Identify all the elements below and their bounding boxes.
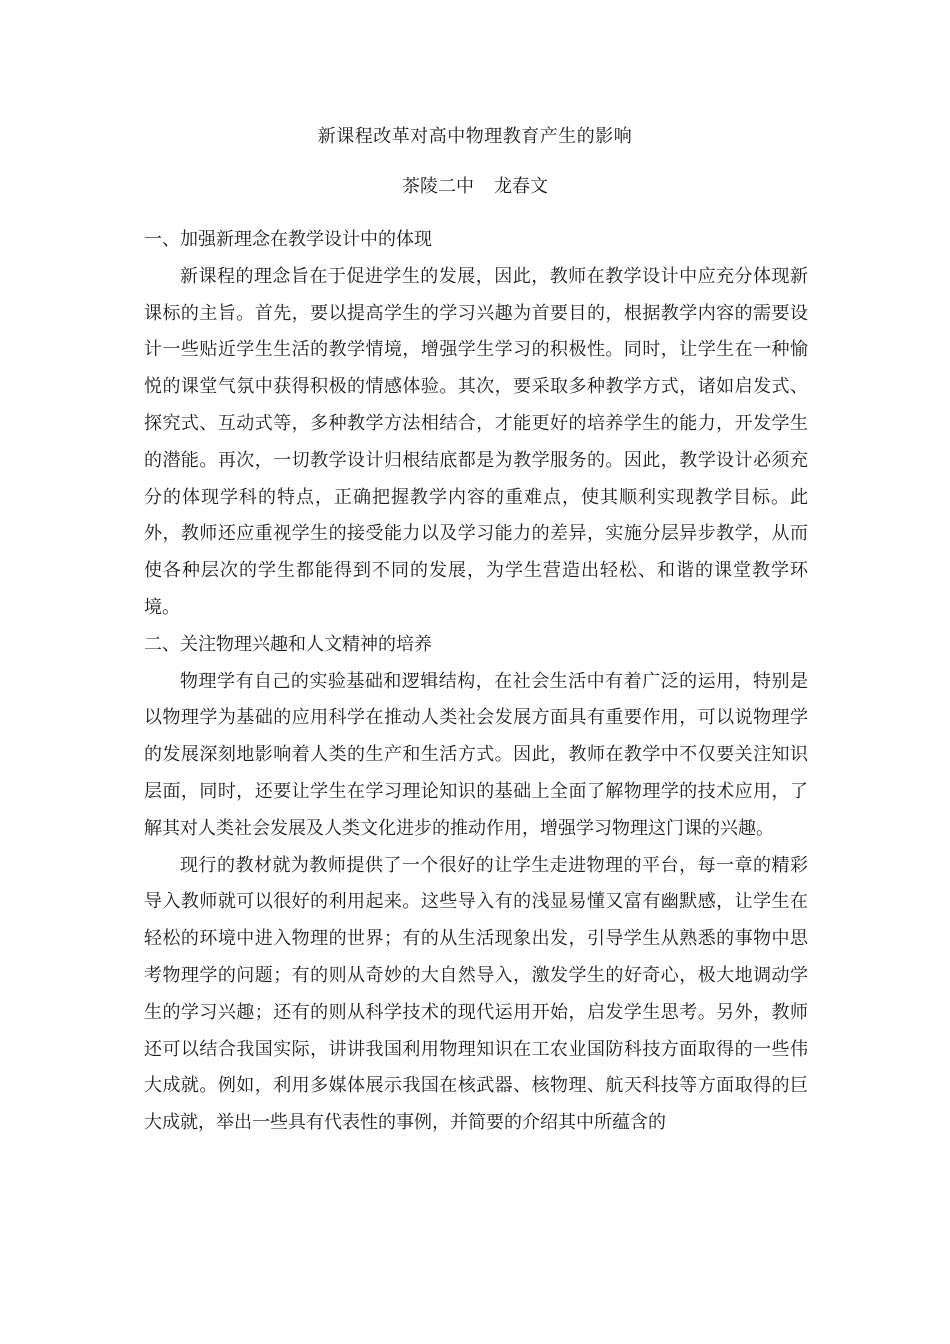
- section-1-paragraph-1: 新课程的理念旨在于促进学生的发展，因此，教师在教学设计中应充分体现新课标的主旨。首先，要以提高学生的学习兴趣为首要目的，根据教学内容的需要设计一些贴近学生生活的教学情境，增强学生学习的积极性。同时，让学生在一种愉悦的课堂气氛中获得积极的情感体验。其次，要采取多种教学方式，诸如启发式、探究式、互动式等，多种教学方法相结合，才能更好的培养学生的能力，开发学生的潜能。再次，一切教学设计归根结底都是为教学服务的。因此，教学设计必须充分的体现学科的特点，正确把握教学内容的重难点，使其顺利实现教学目标。此外，教师还应重视学生的接受能力以及学习能力的差异，实施分层异步教学，从而使各种层次的学生都能得到不同的发展，为学生营造出轻松、和谐的课堂教学环境。: [144, 265, 808, 618]
- author-line: [0, 174, 950, 200]
- section-heading-2: 二、关注物理兴趣和人文精神的培养: [144, 633, 432, 655]
- section-2-paragraph-1: 物理学有自己的实验基础和逻辑结构，在社会生活中有着广泛的运用，特别是以物理学为基础的应用科学在推动人类社会发展方面具有重要作用，可以说物理学的发展深刻地影响着人类的生产和生活方式。因此，教师在教学中不仅要关注知识层面，同时，还要让学生在学习理论知识的基础上全面了解物理学的技术应用，了解其对人类社会发展及人类文化进步的推动作用，增强学习物理这门课的兴趣。: [144, 670, 808, 839]
- section-heading-1: 一、加强新理念在教学设计中的体现: [144, 229, 432, 250]
- author-school: 茶陵二中: [402, 176, 474, 197]
- document-title: 新课程改革对高中物理教育产生的影响: [317, 126, 633, 147]
- author-name: 龙春文: [494, 176, 548, 197]
- section-2-paragraph-2: 现行的教材就为教师提供了一个很好的让学生走进物理的平台，每一章的精彩导入教师就可以很好的利用起来。这些导入有的浅显易懂又富有幽默感，让学生在轻松的环境中进入物理的世界；有的从生活现象出发，引导学生从熟悉的事物中思考物理学的问题；有的则从奇妙的大自然导入，激发学生的好奇心，极大地调动学生的学习兴趣；还有的则从科学技术的现代运用开始，启发学生思考。另外，教师还可以结合我国实际，讲讲我国利用物理知识在工农业国防科技方面取得的一些伟大成就。例如，利用多媒体展示我国在核武器、核物理、航天科技等方面取得的巨大成就，举出一些具有代表性的事例，并简要的介绍其中所蕴含的: [144, 854, 808, 1134]
- document-body: [144, 222, 808, 1142]
